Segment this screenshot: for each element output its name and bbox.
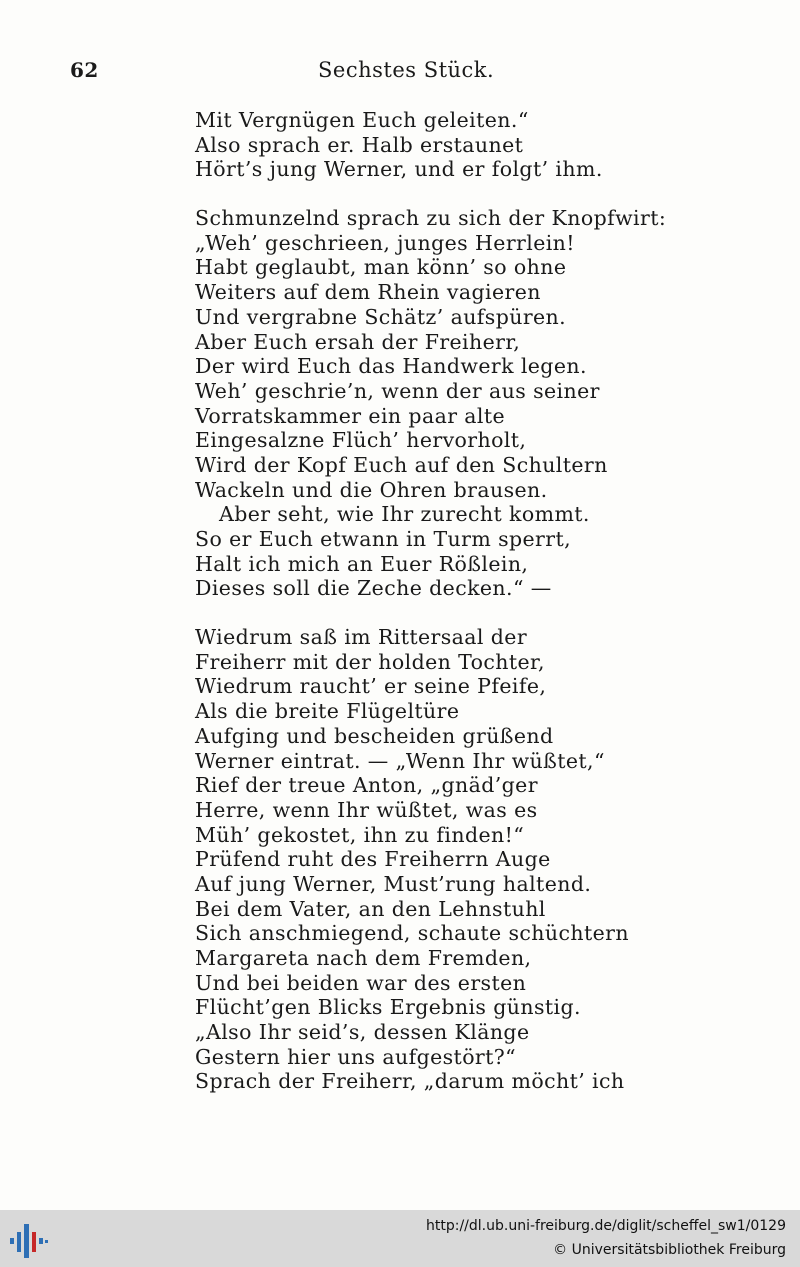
verse-line: Aufging und bescheiden grüßend [195, 723, 554, 748]
verse-line: Dieses soll die Zeche decken.“ — [195, 576, 552, 601]
ub-freiburg-logo-icon[interactable] [8, 1220, 50, 1258]
verse-line: Freiherr mit der holden Tochter, [195, 649, 545, 674]
verse-line: Aber Euch ersah der Freiherr, [195, 329, 521, 354]
verse-line: Flücht’gen Blicks Ergebnis günstig. [195, 995, 581, 1020]
verse-line: Bei dem Vater, an den Lehnstuhl [195, 896, 546, 921]
verse-line: Werner eintrat. — „Wenn Ihr wüßtet,“ [195, 748, 605, 773]
poem-text [195, 108, 715, 1094]
verse-line: Sich anschmiegend, schaute schüchtern [195, 921, 629, 946]
verse-line: Wiedrum saß im Rittersaal der [195, 625, 528, 650]
stanza-3 [195, 625, 715, 1094]
verse-line: Hört’s jung Werner, und er folgt’ ihm. [195, 157, 603, 182]
stanza-2 [195, 206, 715, 601]
verse-line: Also sprach er. Halb erstaunet [195, 132, 524, 157]
verse-line-indented: Aber seht, wie Ihr zurecht kommt. [219, 502, 590, 527]
verse-line: Margareta nach dem Fremden, [195, 946, 532, 970]
verse-line: So er Euch etwann in Turm sperrt, [195, 527, 572, 551]
verse-line: Wird der Kopf Euch auf den Schultern [195, 452, 608, 477]
verse-line: Prüfend ruht des Freiherrn Auge [195, 847, 551, 872]
page-number: 62 [70, 58, 99, 82]
verse-line: Auf jung Werner, Must’rung haltend. [195, 871, 592, 896]
verse-line: Wackeln und die Ohren brausen. [195, 477, 548, 502]
verse-line: Wiedrum raucht’ er seine Pfeife, [195, 674, 547, 699]
verse-line: Schmunzelnd sprach zu sich der Knopfwirt: [195, 206, 667, 231]
stanza-1 [195, 108, 715, 182]
running-head: Sechstes Stück. [318, 58, 495, 82]
verse-line: Eingesalzne Flüch’ hervorholt, [195, 428, 527, 453]
verse-line: Sprach der Freiherr, „darum möcht’ ich [195, 1069, 625, 1094]
verse-line: Halt ich mich an Euer Rößlein, [195, 551, 529, 576]
verse-line: Gestern hier uns aufgestört?“ [195, 1044, 517, 1069]
copyright-notice: © Universitätsbibliothek Freiburg [553, 1242, 786, 1258]
verse-line: Als die breite Flügeltüre [195, 699, 460, 724]
verse-line: „Also Ihr seid’s, dessen Klänge [195, 1020, 530, 1045]
verse-line: Und bei beiden war des ersten [195, 970, 527, 995]
viewer-footer [0, 1210, 800, 1267]
verse-line: Habt geglaubt, man könn’ so ohne [195, 255, 567, 280]
source-url-link[interactable]: http://dl.ub.uni-freiburg.de/diglit/scheffel_sw1/0129 [426, 1218, 786, 1234]
verse-line: Müh’ gekostet, ihn zu finden!“ [195, 822, 525, 847]
verse-line: Herre, wenn Ihr wüßtet, was es [195, 797, 538, 822]
verse-line: Der wird Euch das Handwerk legen. [195, 354, 587, 379]
verse-line: Mit Vergnügen Euch geleiten.“ [195, 108, 529, 132]
verse-line: Vorratskammer ein paar alte [195, 403, 506, 428]
verse-line: „Weh’ geschrieen, junges Herrlein! [195, 230, 575, 255]
verse-line: Und vergrabne Schätz’ aufspüren. [195, 304, 567, 329]
verse-line: Rief der treue Anton, „gnäd’ger [195, 773, 538, 798]
verse-line: Weh’ geschrie’n, wenn der aus seiner [195, 378, 600, 403]
verse-line: Weiters auf dem Rhein vagieren [195, 280, 541, 305]
